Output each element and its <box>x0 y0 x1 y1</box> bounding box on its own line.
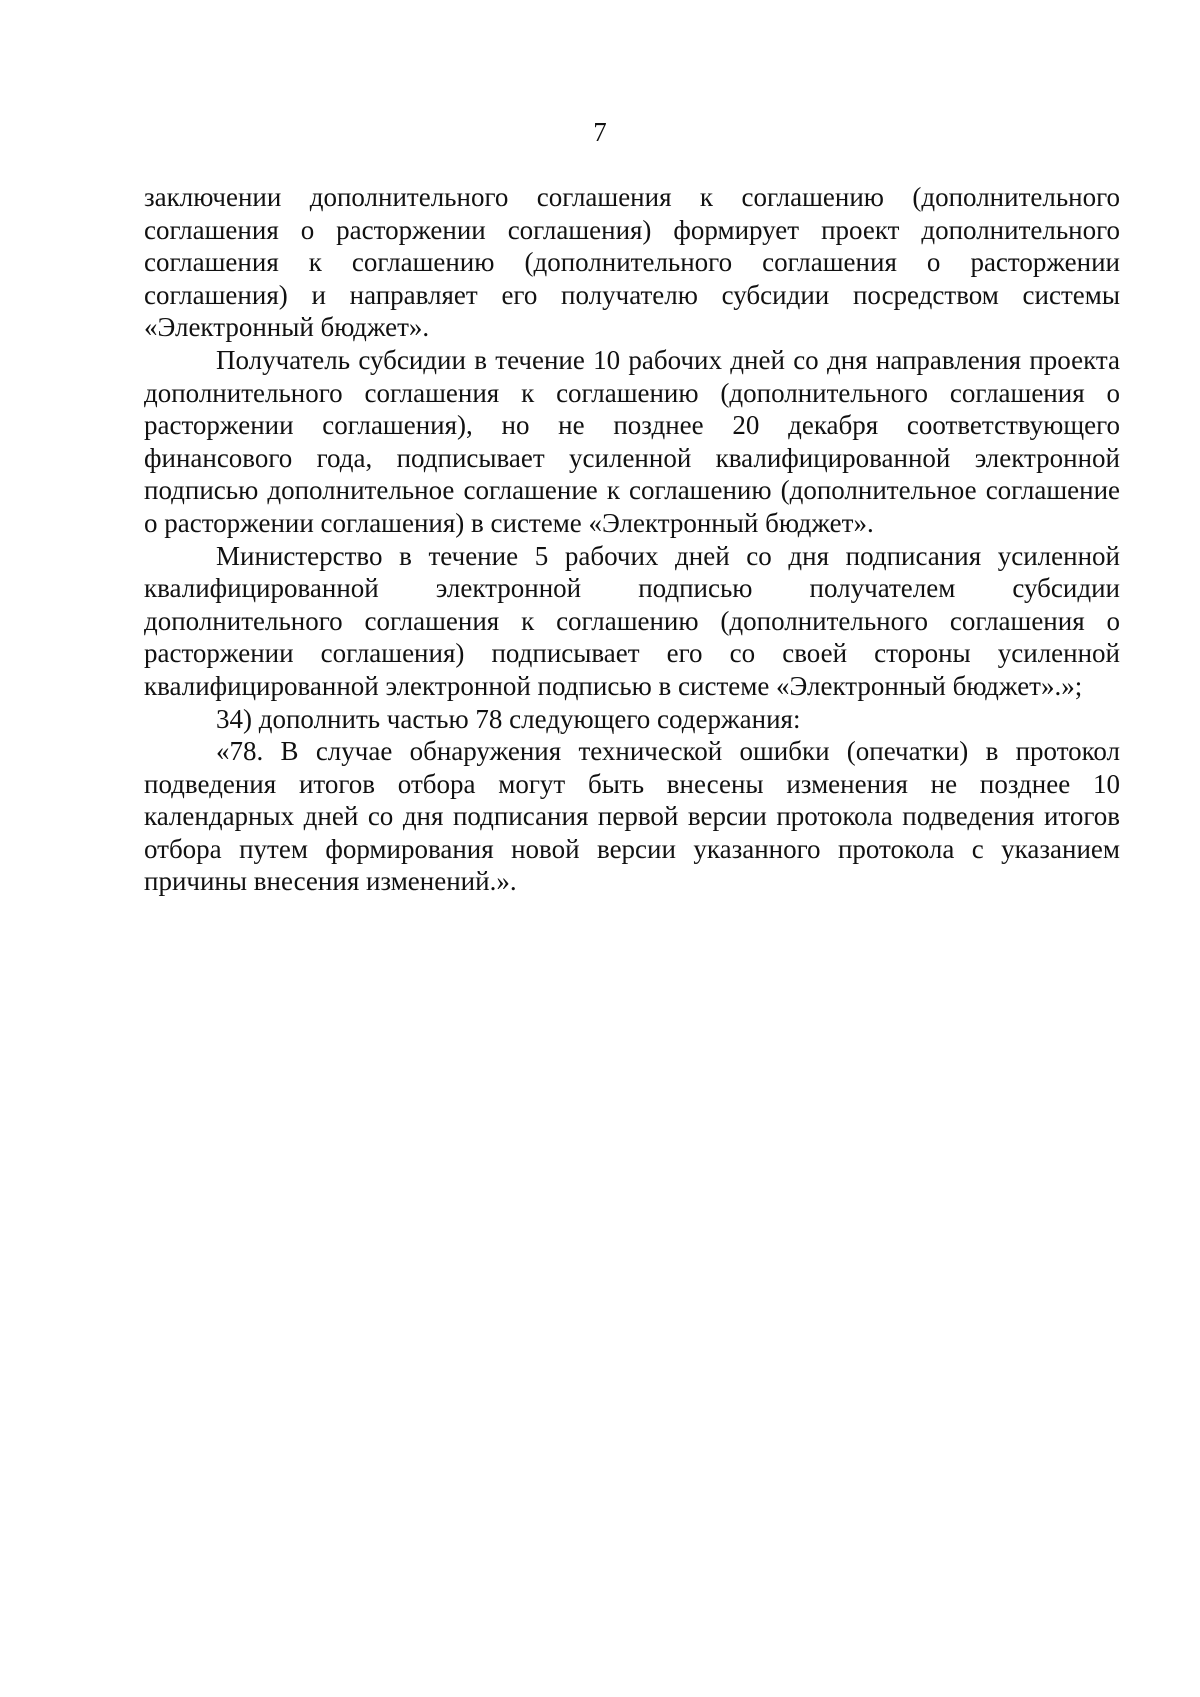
paragraph-part-78: «78. В случае обнаружения технической ошибки (опечатки) в протокол подведения итогов отбора могут быть внесены изменения не позднее 10 календарных дней со дня подписания первой версии протокола подведения итогов отбора путем формирования новой версии указанного протокола с указанием причины внесения изменений.». <box>144 736 1120 897</box>
paragraph-amendment-item-34: 34) дополнить частью 78 следующего содержания: <box>216 703 801 734</box>
paragraph-continuation: заключении дополнительного соглашения к соглашению (дополнительного соглашения о расторжении соглашения) формирует проект дополнительного соглашения к соглашению (дополнительного соглашения о расторжении соглашения) и направляет его получателю субсидии посредством системы «Электронный бюджет». <box>144 182 1120 343</box>
paragraph-ministry-signing: Министерство в течение 5 рабочих дней со дня подписания усиленной квалифицированной электронной подписью получателем субсидии дополнительного соглашения к соглашению (дополнительного соглашения о расторжении соглашения) подписывает его со своей стороны усиленной квалифицированной электронной подписью в системе «Электронный бюджет».»; <box>144 540 1120 701</box>
page-number: 7 <box>593 117 607 147</box>
document-body <box>144 181 1120 898</box>
paragraph-recipient-signing: Получатель субсидии в течение 10 рабочих дней со дня направления проекта дополнительного соглашения к соглашению (дополнительного соглашения о расторжении соглашения), но не позднее 20 декабря соответствующего финансового года, подписывает усиленной квалифицированной электронной подписью дополнительное соглашение к соглашению (дополнительное соглашение о расторжении соглашения) в системе «Электронный бюджет». <box>144 344 1120 538</box>
